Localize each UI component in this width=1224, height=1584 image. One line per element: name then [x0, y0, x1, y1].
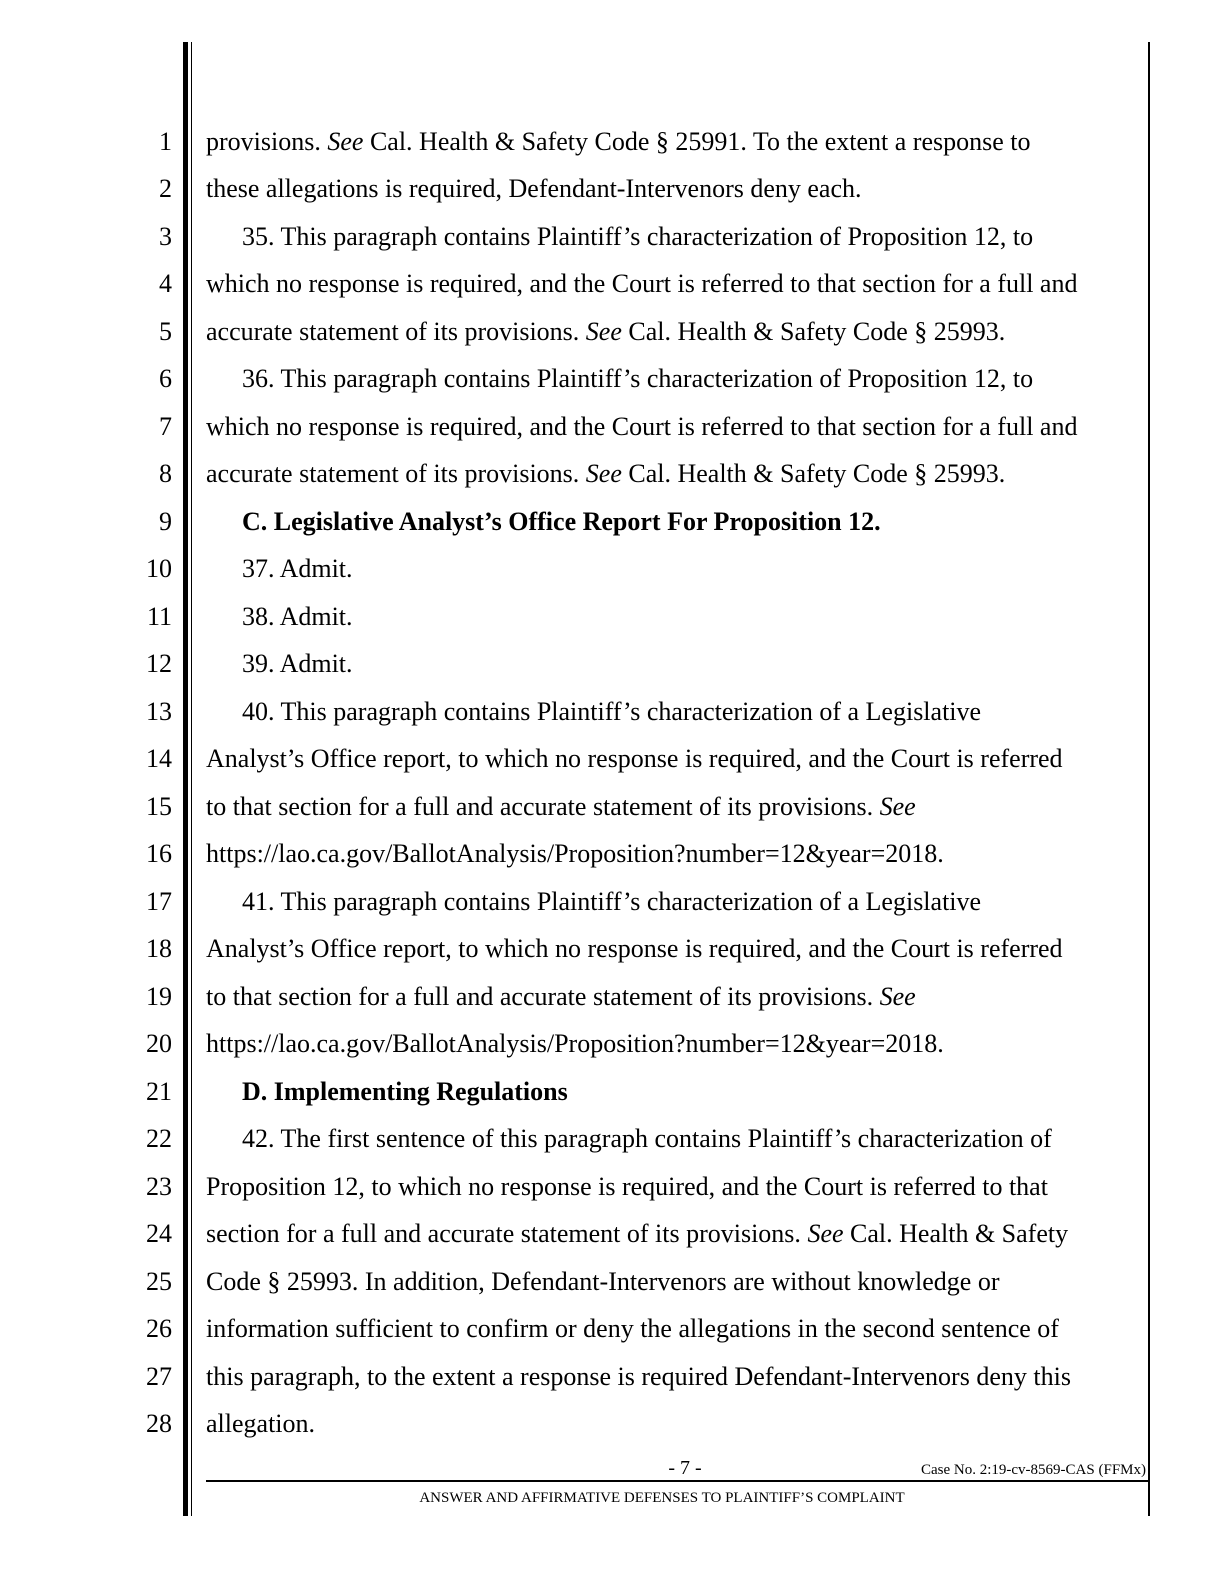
- body-line: [206, 1172, 1146, 1202]
- line-number: 3: [159, 222, 172, 251]
- citation-signal: See: [879, 982, 916, 1011]
- line-number: 10: [146, 554, 172, 583]
- paragraph-35-line: [242, 222, 1182, 252]
- text-run: Cal. Health & Safety: [843, 1219, 1069, 1248]
- body-line: [206, 982, 1146, 1012]
- line-number: 14: [146, 744, 172, 773]
- body-line: [206, 792, 1146, 822]
- citation-signal: See: [879, 792, 916, 821]
- line-number: 22: [146, 1124, 172, 1153]
- paragraph-41-line: [242, 887, 1182, 917]
- paragraph-37-line: [242, 554, 1182, 584]
- paragraph-36-line: [242, 364, 1182, 394]
- line-number: 5: [159, 317, 172, 346]
- line-number: 9: [159, 507, 172, 536]
- text-run: D. Implementing Regulations: [242, 1077, 568, 1106]
- line-number: 13: [146, 697, 172, 726]
- text-run: 40. This paragraph contains Plaintiff’s characterization of a Legislative: [242, 697, 982, 726]
- body-line: [206, 744, 1146, 774]
- text-run: Analyst’s Office report, to which no response is required, and the Court is referred: [206, 934, 1063, 963]
- right-margin-rule: [1148, 42, 1150, 1516]
- text-run: 37. Admit.: [242, 554, 353, 583]
- body-line: [206, 459, 1146, 489]
- text-run: accurate statement of its provisions.: [206, 459, 586, 488]
- citation-signal: See: [585, 459, 622, 488]
- text-run: Proposition 12, to which no response is required, and the Court is referred to that: [206, 1172, 1048, 1201]
- text-run: Analyst’s Office report, to which no response is required, and the Court is referred: [206, 744, 1063, 773]
- lao-url-text: [206, 839, 1146, 869]
- body-line: [206, 269, 1146, 299]
- line-number: 17: [146, 887, 172, 916]
- line-number: 7: [159, 412, 172, 441]
- citation-signal: See: [807, 1219, 844, 1248]
- line-number: 27: [146, 1362, 172, 1391]
- line-number: 26: [146, 1314, 172, 1343]
- case-number: Case No. 2:19-cv-8569-CAS (FFMx): [921, 1462, 1146, 1478]
- text-run: allegation.: [206, 1409, 316, 1438]
- text-run: C. Legislative Analyst’s Office Report For Proposition 12.: [242, 507, 881, 536]
- section-heading-d: [242, 1077, 1182, 1107]
- text-run: 36. This paragraph contains Plaintiff’s characterization of Proposition 12, to: [242, 364, 1034, 393]
- text-run: accurate statement of its provisions.: [206, 317, 586, 346]
- line-number: 28: [146, 1409, 172, 1438]
- body-line: [206, 1314, 1146, 1344]
- line-number: 8: [159, 459, 172, 488]
- line-number: 15: [146, 792, 172, 821]
- line-number: 16: [146, 839, 172, 868]
- paragraph-42-line: [242, 1124, 1182, 1154]
- text-run: 39. Admit.: [242, 649, 353, 678]
- citation-signal: See: [585, 317, 622, 346]
- text-run: these allegations is required, Defendant-Intervenors deny each.: [206, 174, 862, 203]
- body-line: [206, 317, 1146, 347]
- text-run: to that section for a full and accurate statement of its provisions.: [206, 792, 880, 821]
- paragraph-39-line: [242, 649, 1182, 679]
- body-line: [206, 1219, 1146, 1249]
- footer-rule: [206, 1480, 1150, 1482]
- line-number: 2: [159, 174, 172, 203]
- text-run: Cal. Health & Safety Code § 25991. To the extent a response to: [363, 127, 1031, 156]
- left-margin-rule-thin: [191, 42, 192, 1516]
- body-line: [206, 934, 1146, 964]
- lao-url-text: [206, 1029, 1146, 1059]
- body-line: [206, 174, 1146, 204]
- text-run: 35. This paragraph contains Plaintiff’s characterization of Proposition 12, to: [242, 222, 1034, 251]
- text-run: https://lao.ca.gov/BallotAnalysis/Proposition?number=12&year=2018.: [206, 839, 944, 868]
- text-run: https://lao.ca.gov/BallotAnalysis/Proposition?number=12&year=2018.: [206, 1029, 944, 1058]
- line-number: 4: [159, 269, 172, 298]
- body-line: [206, 1409, 1146, 1439]
- text-run: this paragraph, to the extent a response is required Defendant-Intervenors deny this: [206, 1362, 1071, 1391]
- line-number: 1: [159, 127, 172, 156]
- text-run: information sufficient to confirm or deny the allegations in the second sentence of: [206, 1314, 1059, 1343]
- text-run: section for a full and accurate statement of its provisions.: [206, 1219, 808, 1248]
- line-number: 25: [146, 1267, 172, 1296]
- text-run: Code § 25993. In addition, Defendant-Intervenors are without knowledge or: [206, 1267, 1000, 1296]
- line-number: 11: [146, 602, 172, 631]
- text-run: Cal. Health & Safety Code § 25993.: [621, 317, 1006, 346]
- section-heading-c: [242, 507, 1182, 537]
- body-line: [206, 1362, 1146, 1392]
- paragraph-40-line: [242, 697, 1182, 727]
- paragraph-38-line: [242, 602, 1182, 632]
- line-number: 19: [146, 982, 172, 1011]
- text-run: which no response is required, and the Court is referred to that section for a full and: [206, 412, 1078, 441]
- page-number: - 7 -: [668, 1457, 702, 1479]
- body-line: [206, 1267, 1146, 1297]
- text-run: to that section for a full and accurate statement of its provisions.: [206, 982, 880, 1011]
- body-line: [206, 412, 1146, 442]
- text-run: 42. The first sentence of this paragraph contains Plaintiff’s characterization of: [242, 1124, 1052, 1153]
- text-run: provisions.: [206, 127, 328, 156]
- line-number: 24: [146, 1219, 172, 1248]
- footer-document-title: ANSWER AND AFFIRMATIVE DEFENSES TO PLAINTIFF’S COMPLAINT: [419, 1490, 905, 1506]
- text-run: 41. This paragraph contains Plaintiff’s characterization of a Legislative: [242, 887, 982, 916]
- line-number: 23: [146, 1172, 172, 1201]
- line-number: 21: [146, 1077, 172, 1106]
- text-run: Cal. Health & Safety Code § 25993.: [621, 459, 1006, 488]
- text-run: which no response is required, and the Court is referred to that section for a full and: [206, 269, 1078, 298]
- body-line: [206, 127, 1146, 157]
- text-run: 38. Admit.: [242, 602, 353, 631]
- citation-signal: See: [327, 127, 364, 156]
- line-number: 6: [159, 364, 172, 393]
- line-number: 12: [146, 649, 172, 678]
- left-margin-rule-thick: [183, 42, 188, 1516]
- line-number: 20: [146, 1029, 172, 1058]
- line-number: 18: [146, 934, 172, 963]
